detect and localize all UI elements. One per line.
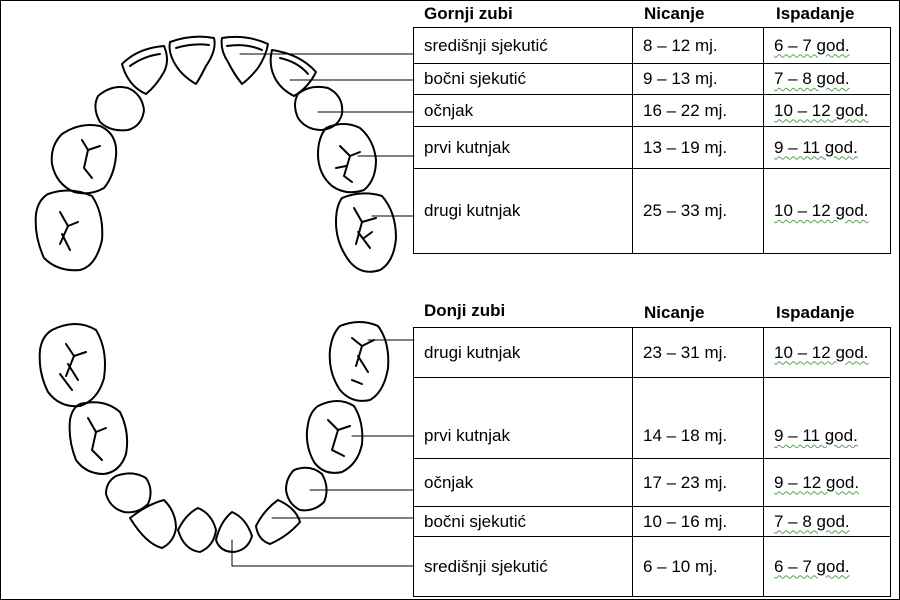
table-row [414, 127, 891, 169]
upper-right-lateral-incisor-edge [130, 54, 160, 66]
upper-left-first-molar [318, 124, 376, 192]
table-row [414, 169, 891, 254]
table-row [414, 537, 891, 597]
shedding-age: 9 – 12 god. [774, 472, 860, 492]
lower-right-second-molar [40, 324, 105, 406]
lower-col-eruption: Nicanje [644, 303, 705, 322]
upper-left-central-incisor [222, 37, 268, 84]
eruption-age: 10 – 16 mj. [633, 507, 764, 537]
shedding-age: 10 – 12 god. [774, 342, 869, 362]
eruption-age: 8 – 12 mj. [633, 28, 764, 64]
lower-table-title: Donji zubi [424, 301, 506, 320]
tooth-name: središnji sjekutić [414, 28, 633, 64]
upper-left-second-molar-groove [354, 208, 376, 248]
upper-col-shedding: Ispadanje [776, 4, 855, 23]
table-row [414, 28, 891, 64]
lower-right-lateral-incisor [130, 500, 176, 548]
lower-teeth-table [413, 327, 891, 597]
table-row [414, 95, 891, 127]
lower-right-second-molar-groove [60, 344, 86, 390]
tooth-name: prvi kutnjak [414, 127, 633, 169]
table-row [414, 64, 891, 95]
upper-right-central-incisor [170, 37, 215, 84]
upper-left-central-incisor-edge [227, 45, 262, 50]
lower-right-canine [106, 473, 151, 512]
upper-right-canine [95, 87, 144, 130]
lower-right-first-molar-groove [88, 418, 106, 460]
table-row [414, 507, 891, 537]
shedding-age: 10 – 12 god. [774, 100, 869, 120]
eruption-age: 6 – 10 mj. [633, 537, 764, 597]
tooth-name: drugi kutnjak [414, 328, 633, 378]
eruption-age: 13 – 19 mj. [633, 127, 764, 169]
lower-right-central-incisor [178, 508, 216, 552]
shedding-age: 7 – 8 god. [774, 511, 850, 531]
eruption-age: 14 – 18 mj. [633, 378, 764, 459]
upper-col-eruption: Nicanje [644, 4, 705, 23]
tooth-name: bočni sjekutić [414, 64, 633, 95]
lower-left-first-molar [307, 401, 362, 473]
table-row [414, 378, 891, 459]
tooth-name: drugi kutnjak [414, 169, 633, 254]
shedding-age: 6 – 7 god. [774, 35, 850, 55]
tooth-name: središnji sjekutić [414, 537, 633, 597]
upper-left-lateral-incisor [271, 50, 316, 96]
upper-teeth-table [413, 27, 891, 254]
shedding-age: 6 – 7 god. [774, 556, 850, 576]
tooth-name: bočni sjekutić [414, 507, 633, 537]
lower-left-central-incisor [216, 512, 252, 552]
eruption-age: 25 – 33 mj. [633, 169, 764, 254]
upper-left-second-molar [336, 193, 396, 271]
shedding-age: 7 – 8 god. [774, 69, 850, 88]
upper-right-second-molar [36, 190, 103, 270]
tooth-name: očnjak [414, 95, 633, 127]
upper-leader-lines [240, 54, 414, 216]
eruption-age: 23 – 31 mj. [633, 328, 764, 378]
tooth-name: prvi kutnjak [414, 378, 633, 459]
lower-col-shedding: Ispadanje [776, 303, 855, 322]
table-row [414, 328, 891, 378]
upper-left-canine [295, 87, 342, 130]
leader-lower-central-incisor [232, 540, 414, 566]
eruption-age: 17 – 23 mj. [633, 459, 764, 507]
table-row [414, 459, 891, 507]
lower-left-second-molar [330, 322, 389, 401]
lower-left-canine [286, 468, 327, 511]
upper-left-first-molar-groove [336, 146, 360, 182]
eruption-age: 16 – 22 mj. [633, 95, 764, 127]
upper-right-first-molar-groove [82, 140, 100, 178]
upper-arch [36, 37, 396, 272]
upper-right-second-molar-groove [60, 212, 78, 250]
tooth-name: očnjak [414, 459, 633, 507]
shedding-age: 10 – 12 god. [774, 201, 869, 220]
shedding-age: 9 – 11 god. [774, 137, 858, 157]
lower-left-first-molar-groove [328, 420, 350, 456]
lower-right-first-molar [70, 402, 128, 474]
shedding-age: 9 – 11 god. [774, 426, 858, 445]
eruption-age: 9 – 13 mj. [633, 64, 764, 95]
upper-right-central-incisor-edge [176, 44, 209, 48]
upper-right-first-molar [52, 125, 116, 193]
lower-left-second-molar-groove [352, 338, 374, 384]
upper-table-title: Gornji zubi [424, 4, 513, 23]
